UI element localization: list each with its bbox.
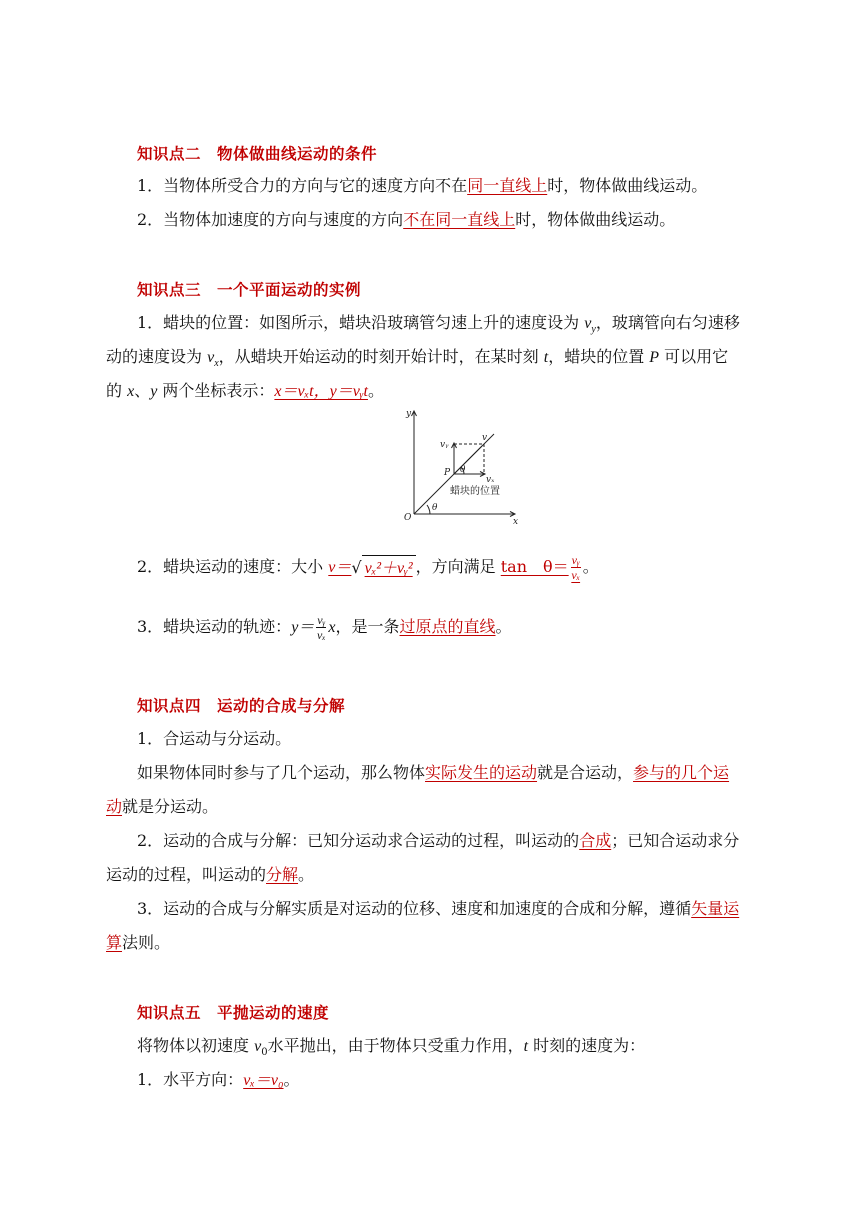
answer-blank: 实际发生的运动 [425,763,538,782]
section4-paragraph-2-line-2: 动就是分运动。 [106,797,219,816]
vy-label: vᵧ [440,440,449,450]
axis-x-label: x [513,517,519,527]
answer-blank: tan θ＝ [500,557,569,576]
section3-paragraph-3: 3．蜡块运动的轨迹：y＝ $\frac{\text{vᵧ}}{\text{vₓ}}$ x，是一条过原点的直线。 [137,613,512,642]
answer-blank: 同一直线上 [467,176,548,195]
section3-heading: 知识点三 一个平面运动的实例 [137,281,362,299]
section4-paragraph-3-line-2: 运动的过程，叫运动的分解。 [106,865,315,884]
section2-paragraph-1: 1．当物体所受合力的方向与它的速度方向不在同一直线上时，物体做曲线运动。 [137,176,708,195]
section3-paragraph-1-line-1: 1．蜡块的位置：如图所示，蜡块沿玻璃管匀速上升的速度设为 $v_y$，玻璃管向右匀速移 [137,313,740,336]
section5-heading: 知识点五 平抛运动的速度 [137,1004,330,1022]
answer-blank: 合成 [579,831,612,850]
answer-blank: 矢量运 [691,899,740,918]
v-arrow-line [454,446,482,474]
answer-blank: vₓ＝v₀ [243,1072,284,1089]
theta-label-origin: θ [432,503,438,513]
answer-blank: 过原点的直线 [399,617,496,636]
section4-paragraph-1: 1．合运动与分运动。 [137,729,292,748]
theta-arc-origin [427,505,430,514]
candle-position-figure [396,406,526,530]
answer-blank: v＝ [328,559,352,576]
section3-paragraph-1-line-2: 动的速度设为 $v_x$，从蜡块开始运动的时刻开始计时，在某时刻 t，蜡块的位置 P 可以用它 [106,347,729,370]
section4-paragraph-2-line-1: 如果物体同时参与了几个运动，那么物体实际发生的运动就是合运动，参与的几个运 [137,763,730,782]
answer-blank: x＝vₓt，y＝vᵧt [274,383,368,400]
fraction: $\frac{\text{vᵧ}}{\text{vₓ}}$ [571,553,581,582]
fraction: $\frac{\text{vᵧ}}{\text{vₓ}}$ [316,613,326,642]
figure-caption: 蜡块的位置 [450,486,500,497]
section4-paragraph-3-line-1: 2．运动的合成与分解：已知分运动求合运动的过程，叫运动的合成；已知合运动求分 [137,831,740,850]
section5-paragraph-2: 1．水平方向：vₓ＝v₀。 [137,1070,300,1089]
origin-label: O [404,513,412,523]
section2-heading: 知识点二 物体做曲线运动的条件 [137,145,378,163]
section4-paragraph-4-line-2: 算法则。 [106,933,171,952]
theta-label-p: θ [460,465,466,475]
section2-paragraph-2: 2．当物体加速度的方向与速度的方向不在同一直线上时，物体做曲线运动。 [137,210,676,229]
section5-paragraph-1: 将物体以初速度 $v_0$水平抛出，由于物体只受重力作用，t 时刻的速度为： [137,1036,646,1059]
vx-label: vₓ [486,475,495,485]
answer-blank: 不在同一直线上 [403,210,516,229]
section4-paragraph-4-line-1: 3．运动的合成与分解实质是对运动的位移、速度和加速度的合成和分解，遵循矢量运 [137,899,740,918]
section3-paragraph-2: 2．蜡块运动的速度：大小 v＝√ vₓ²＋vᵧ² ，方向满足 tan θ＝ $\frac{\text{vᵧ}}{\text{vₓ}}$ 。 [137,553,599,582]
answer-blank: 参与的几个运 [633,763,730,782]
axis-y-label: y [406,409,412,419]
v-label: v [482,433,488,443]
answer-blank: 分解 [266,865,299,884]
figure-svg [396,406,526,530]
section4-heading: 知识点四 运动的合成与分解 [137,697,346,715]
p-label: P [444,468,451,478]
section3-paragraph-1-line-3: 的 x、y 两个坐标表示：x＝vₓt，y＝vᵧt。 [106,381,384,400]
sqrt-expression: √ vₓ²＋vᵧ² [351,555,415,580]
